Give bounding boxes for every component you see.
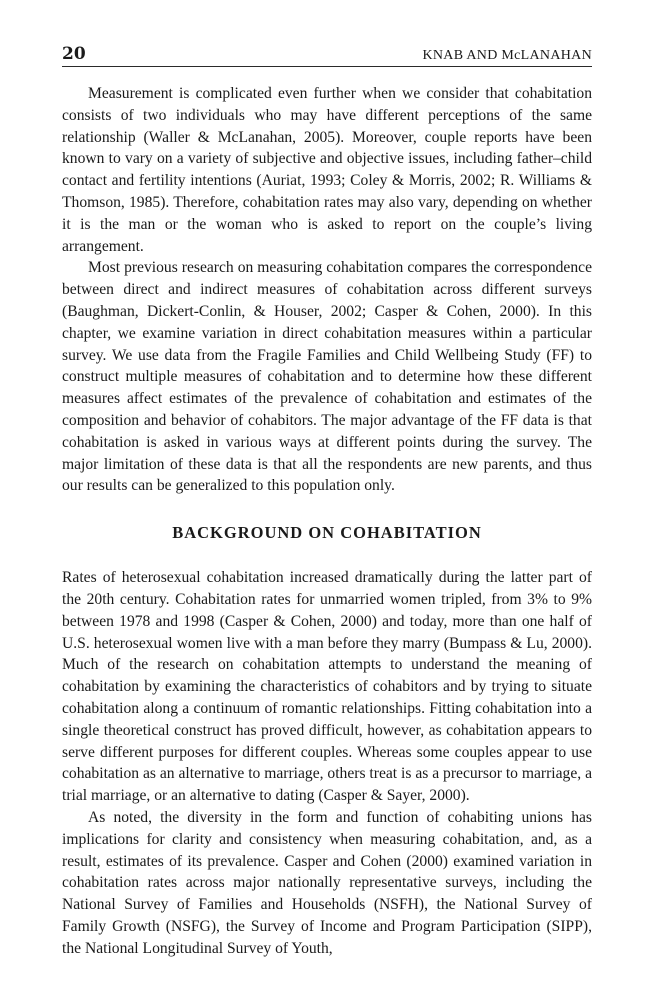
paragraph-previous-research: Most previous research on measuring cohabitation compares the correspondence between direct and indirect measures of cohabitation across different surveys (Baughman, Dickert-Conlin, & Houser, 2002; Casper & Cohen, 2000). In this chapter, we examine variation in direct cohabitation measures within a particular survey. We use data from the Fragile Families and Child Wellbeing Study (FF) to construct multiple measures of cohabitation and to determine how these different measures affect estimates of the prevalence of cohabitation and estimates of the composition and behavior of cohabitors. The major advantage of the FF data is that cohabitation is asked in various ways at different points during the survey. The major limitation of these data is that all the respondents are new parents, and thus our results can be generalized to this population only. <box>62 259 592 495</box>
paragraph-measurement: Measurement is complicated even further when we consider that cohabitation consists of two individuals who may have different perceptions of the same relationship (Waller & McLanahan, 2005). Moreover, couple reports have been known to vary on a variety of subjective and objective issues, including father–child contact and fertility intentions (Auriat, 1993; Coley & Morris, 2002; R. Williams & Thomson, 1985). Therefore, cohabitation rates may also vary, depending on whether it is the man or the woman who is asked to report on the couple’s living arrangement. <box>62 85 592 255</box>
page-number: 20 <box>62 44 86 64</box>
section-heading: BACKGROUND ON COHABITATION <box>172 523 482 543</box>
running-header <box>62 44 592 67</box>
paragraph-diversity: As noted, the diversity in the form and function of cohabiting unions has implications for clarity and consistency when measuring cohabitation, and, as a result, estimates of its prevalence. Casper and Cohen (2000) examined variation in cohabitation rates across major nationally representative surveys, including the National Survey of Families and Households (NSFH), the National Survey of Family Growth (NSFG), the Survey of Income and Program Participation (SIPP), the National Longitudinal Survey of Youth, <box>62 808 592 957</box>
running-head-authors: KNAB AND McLANAHAN <box>422 48 592 63</box>
paragraph-rates: Rates of heterosexual cohabitation increased dramatically during the latter part of the 20th century. Cohabitation rates for unmarried women tripled, from 3% to 9% between 1978 and 1998 (Casper & Cohen, 2000) and today, more than one half of U.S. heterosexual women live with a man before they marry (Bumpass & Lu, 2000). Much of the research on cohabitation attempts to understand the meaning of cohabitation by examining the characteristics of cohabitors and by trying to situate cohabitation along a continuum of romantic relationships. Fitting cohabitation into a single theoretical construct has proved difficult, however, as cohabitation appears to serve different purposes for different couples. Whereas some couples appear to use cohabitation as an alternative to marriage, others treat is as a precursor to marriage, a trial marriage, or an alternative to dating (Casper & Sayer, 2000). <box>62 569 592 805</box>
book-page <box>62 44 592 959</box>
